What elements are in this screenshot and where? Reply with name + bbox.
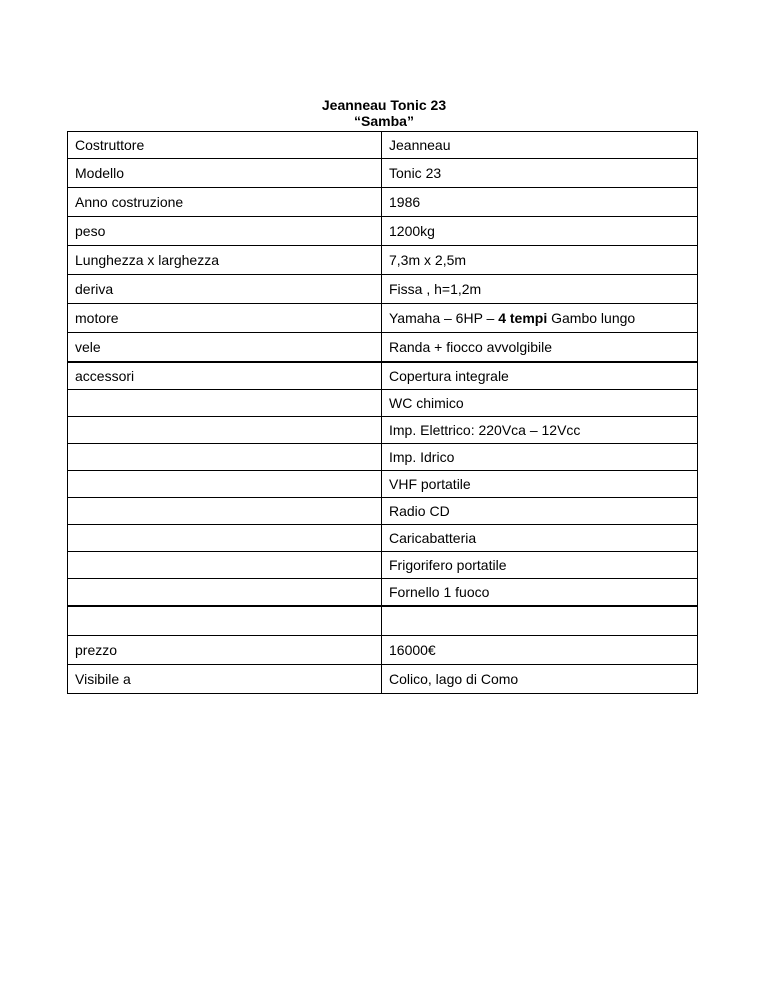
spec-label: Anno costruzione xyxy=(68,188,382,217)
accessory-item: WC chimico xyxy=(382,390,698,417)
spec-row-accessory xyxy=(68,444,698,471)
accessory-item: Imp. Elettrico: 220Vca – 12Vcc xyxy=(382,417,698,444)
document-title xyxy=(0,97,768,129)
spec-value xyxy=(382,304,698,333)
spec-row-accessory xyxy=(68,417,698,444)
spec-label: accessori xyxy=(68,362,382,390)
spec-row-motore xyxy=(68,304,698,333)
spec-row-dimensioni xyxy=(68,246,698,275)
spec-label: Costruttore xyxy=(68,132,382,159)
accessory-item: Frigorifero portatile xyxy=(382,552,698,579)
title-line-boat-model: Jeanneau Tonic 23 xyxy=(321,97,447,113)
motore-value-suffix: Gambo lungo xyxy=(547,310,636,326)
empty-cell xyxy=(68,552,382,579)
spec-row-accessori xyxy=(68,362,698,390)
spec-label: Lunghezza x larghezza xyxy=(68,246,382,275)
spec-row-accessory xyxy=(68,552,698,579)
accessory-item: Fornello 1 fuoco xyxy=(382,579,698,607)
empty-cell xyxy=(68,606,382,635)
spec-row-prezzo xyxy=(68,635,698,664)
spec-row-vele xyxy=(68,333,698,363)
spec-row-modello xyxy=(68,159,698,188)
accessory-item: Imp. Idrico xyxy=(382,444,698,471)
spec-row-costruttore xyxy=(68,132,698,159)
spec-row-anno xyxy=(68,188,698,217)
spec-label: peso xyxy=(68,217,382,246)
spec-row-accessory xyxy=(68,579,698,607)
spec-label: prezzo xyxy=(68,635,382,664)
spec-row-accessory xyxy=(68,390,698,417)
empty-cell xyxy=(68,579,382,607)
spec-value: Jeanneau xyxy=(382,132,698,159)
spec-row-peso xyxy=(68,217,698,246)
motore-value-bold: 4 tempi xyxy=(498,310,548,326)
spec-value: 16000€ xyxy=(382,635,698,664)
spec-value: Fissa , h=1,2m xyxy=(382,275,698,304)
accessory-item: Radio CD xyxy=(382,498,698,525)
spec-label: Modello xyxy=(68,159,382,188)
spec-row-visibile xyxy=(68,664,698,693)
spec-row-accessory xyxy=(68,525,698,552)
motore-value-prefix: Yamaha – 6HP – xyxy=(389,310,499,326)
spec-value: Colico, lago di Como xyxy=(382,664,698,693)
empty-cell xyxy=(68,525,382,552)
title-line-boat-name: “Samba” xyxy=(354,113,414,129)
empty-cell xyxy=(68,498,382,525)
empty-cell xyxy=(382,606,698,635)
accessory-item: Caricabatteria xyxy=(382,525,698,552)
spec-label: vele xyxy=(68,333,382,363)
spec-label: deriva xyxy=(68,275,382,304)
accessory-item: VHF portatile xyxy=(382,471,698,498)
spec-value: 7,3m x 2,5m xyxy=(382,246,698,275)
spec-label: Visibile a xyxy=(68,664,382,693)
empty-cell xyxy=(68,417,382,444)
empty-cell xyxy=(68,444,382,471)
spec-value: 1986 xyxy=(382,188,698,217)
spec-value: Randa + fiocco avvolgibile xyxy=(382,333,698,363)
spec-value: Tonic 23 xyxy=(382,159,698,188)
spec-row-blank xyxy=(68,606,698,635)
spec-row-deriva xyxy=(68,275,698,304)
empty-cell xyxy=(68,390,382,417)
spec-label: motore xyxy=(68,304,382,333)
spec-value: 1200kg xyxy=(382,217,698,246)
spec-row-accessory xyxy=(68,498,698,525)
boat-spec-table xyxy=(67,131,698,694)
accessory-item: Copertura integrale xyxy=(382,362,698,390)
empty-cell xyxy=(68,471,382,498)
spec-row-accessory xyxy=(68,471,698,498)
